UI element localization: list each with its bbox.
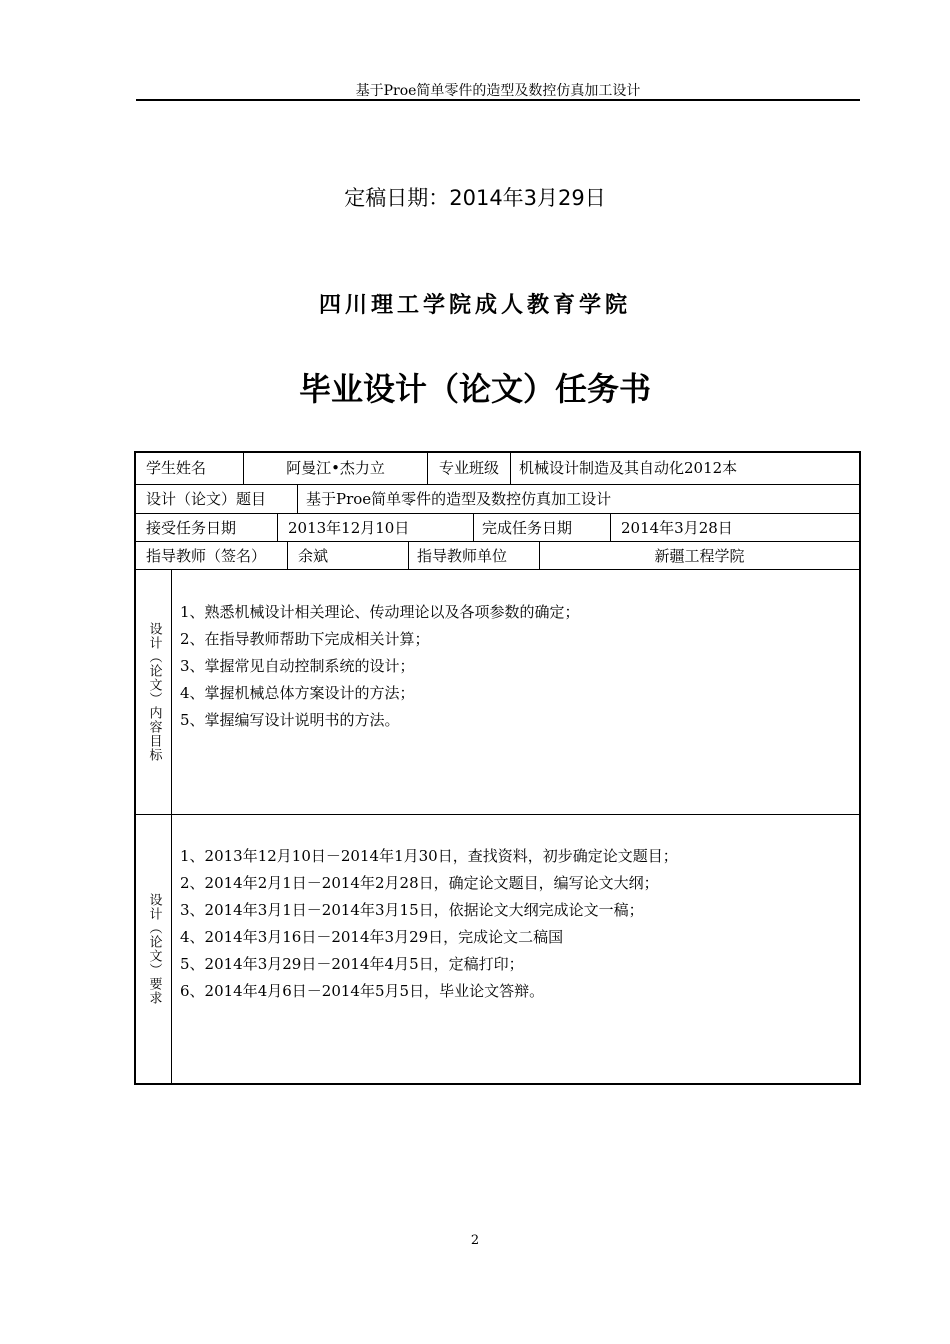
content-item: 5、掌握编写设计说明书的方法。	[180, 711, 400, 729]
advisor-value: 余斌	[287, 542, 408, 569]
row-dates	[136, 514, 859, 542]
running-header: 基于Proe简单零件的造型及数控仿真加工设计	[355, 83, 641, 99]
content-item: 1、熟悉机械设计相关理论、传动理论以及各项参数的确定；	[180, 603, 580, 621]
row-student	[136, 453, 859, 485]
content-section	[136, 570, 859, 815]
header-rule	[136, 99, 860, 101]
requirement-item: 1、2013年12月10日－2014年1月30日，查找资料，初步确定论文题目；	[180, 847, 678, 865]
final-date: 定稿日期：2014年3月29日	[344, 186, 606, 210]
content-item: 4、掌握机械总体方案设计的方法；	[180, 684, 415, 702]
content-item: 3、掌握常见自动控制系统的设计；	[180, 657, 415, 675]
content-label-text: 设计（论文）内容目标	[146, 622, 162, 762]
task-form-table	[134, 451, 861, 1085]
receive-date-label: 接受任务日期	[146, 519, 237, 537]
advisor-unit-label: 指导教师单位	[408, 542, 539, 569]
complete-date-value: 2014年3月28日	[610, 514, 859, 541]
receive-date-value: 2013年12月10日	[277, 514, 473, 541]
major-class-value: 机械设计制造及其自动化2012本	[510, 453, 859, 484]
content-section-label	[136, 570, 172, 814]
requirement-item: 3、2014年3月1日－2014年3月15日，依据论文大纲完成论文一稿；	[180, 901, 644, 919]
advisor-label: 指导教师（签名）	[146, 547, 267, 565]
student-name-value: 阿曼江•杰力立	[243, 453, 427, 484]
school-name: 四川理工学院成人教育学院	[318, 293, 631, 318]
content-list	[180, 599, 580, 734]
topic-value: 基于Proe简单零件的造型及数控仿真加工设计	[297, 485, 859, 513]
complete-date-label: 完成任务日期	[473, 514, 610, 541]
topic-label: 设计（论文）题目	[146, 490, 267, 508]
requirements-section-label	[136, 815, 172, 1083]
major-class-label: 专业班级	[427, 453, 510, 484]
requirement-item: 6、2014年4月6日－2014年5月5日，毕业论文答辩。	[180, 982, 545, 1000]
document-title: 毕业设计（论文）任务书	[298, 370, 651, 408]
row-advisor	[136, 542, 859, 570]
advisor-unit-value: 新疆工程学院	[539, 542, 859, 569]
student-name-label: 学生姓名	[146, 459, 207, 477]
row-topic	[136, 485, 859, 514]
requirement-item: 2、2014年2月1日－2014年2月28日，确定论文题目，编写论文大纲；	[180, 874, 659, 892]
requirement-item: 4、2014年3月16日－2014年3月29日，完成论文二稿国	[180, 928, 564, 946]
requirements-section	[136, 815, 859, 1083]
requirements-label-text: 设计（论文）要求	[146, 893, 162, 1005]
requirement-item: 5、2014年3月29日－2014年4月5日，定稿打印；	[180, 955, 524, 973]
page-number: 2	[470, 1233, 480, 1248]
content-item: 2、在指导教师帮助下完成相关计算；	[180, 630, 430, 648]
requirements-list	[180, 843, 678, 1005]
